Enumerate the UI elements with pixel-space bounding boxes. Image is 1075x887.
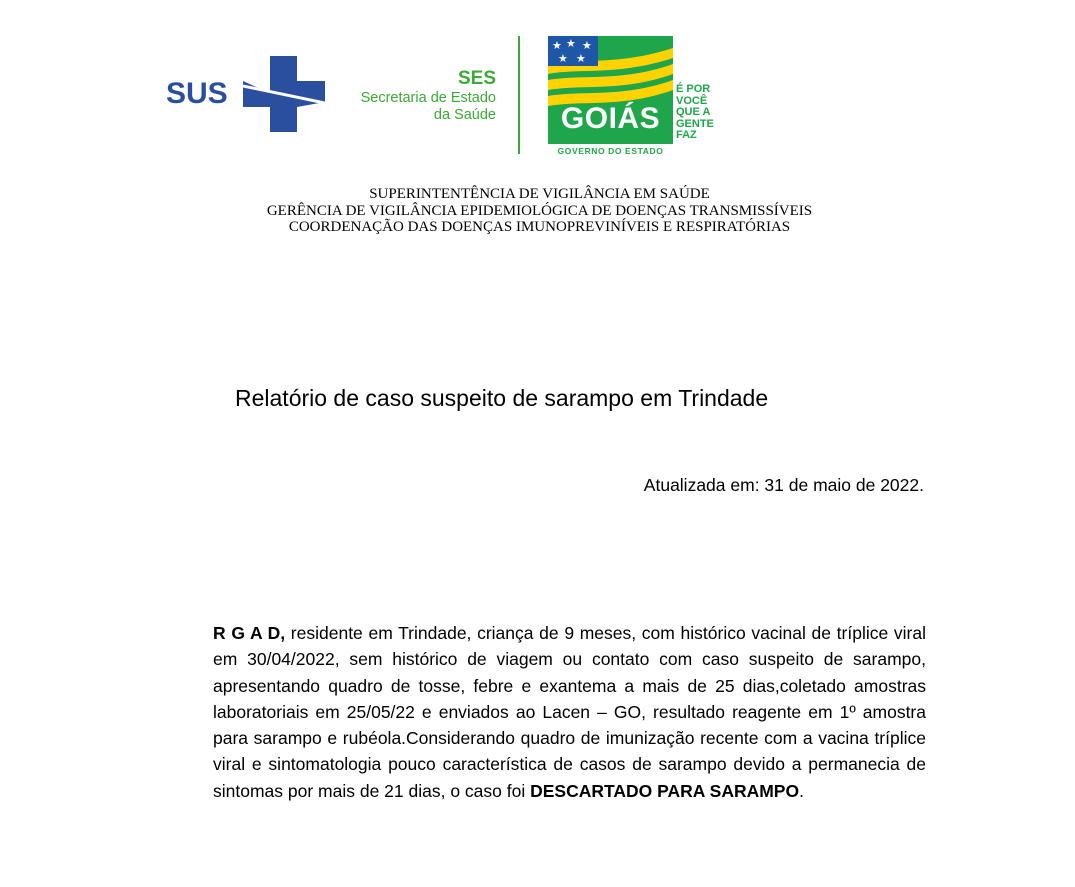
logo-divider [518,36,520,154]
sus-logo-text: SUS [166,77,228,110]
ses-subtitle-line2: da Saúde [433,107,496,123]
report-text: residente em Trindade, criança de 9 meses, com histórico vacinal de tríplice viral em 30/04/2022, sem histórico de viagem ou contato com caso suspeito de sarampo, apresentando quadro de tosse, febre e exantema a mais de 25 dias,coletado amostras laboratoriais em 25/05/22 e enviados ao Lacen – GO, resultado reagente em 1º amostra para sarampo e rubéola.Considerando quadro de imunização recente com a vacina tríplice viral e sintomatologia pouco característica de casos de sarampo devido a permanecia de sintomas por mais de 21 dias, o caso foi [213,623,926,801]
report-end: . [799,780,804,801]
agency-header [0,186,1075,236]
report-paragraph [213,620,926,804]
goias-slogan-line: VOCÊ [676,94,708,107]
goias-government-text: GOVERNO DO ESTADO [557,146,664,156]
goias-slogan-line: É POR [676,83,711,95]
document-title: Relatório de caso suspeito de sarampo em Trindade [235,385,769,411]
patient-initials: R G A D, [213,623,286,643]
goias-logo-text: GOIÁS [560,102,661,135]
sus-cross-icon [243,56,325,132]
ses-logo [361,68,496,124]
ses-title: SES [457,68,496,89]
goias-slogan-line: FAZ [676,129,697,141]
agency-line-coordination: COORDENAÇÃO DAS DOENÇAS IMUNOPREVINÍVEIS E RESPIRATÓRIAS [288,219,791,235]
svg-text:★: ★ [566,37,576,50]
svg-text:★: ★ [576,52,586,65]
svg-text:★: ★ [558,52,568,65]
goias-slogan [676,84,714,142]
goias-slogan-line: GENTE [676,117,714,130]
logo-header [0,0,1075,170]
update-date: Atualizada em: 31 de maio de 2022. [643,475,924,495]
ses-subtitle-line1: Secretaria de Estado [360,90,496,106]
goias-slogan-line: QUE A [676,106,711,118]
agency-line-management: GERÊNCIA DE VIGILÂNCIA EPIDEMIOLÓGICA DE DOENÇAS TRANSMISSÍVEIS [266,202,813,219]
svg-text:★: ★ [582,39,592,52]
svg-text:★: ★ [552,39,562,52]
agency-line-superintendence: SUPERINTENTÊNCIA DE VIGILÂNCIA EM SAÚDE [369,186,710,202]
case-conclusion: DESCARTADO PARA SARAMPO [530,780,800,801]
